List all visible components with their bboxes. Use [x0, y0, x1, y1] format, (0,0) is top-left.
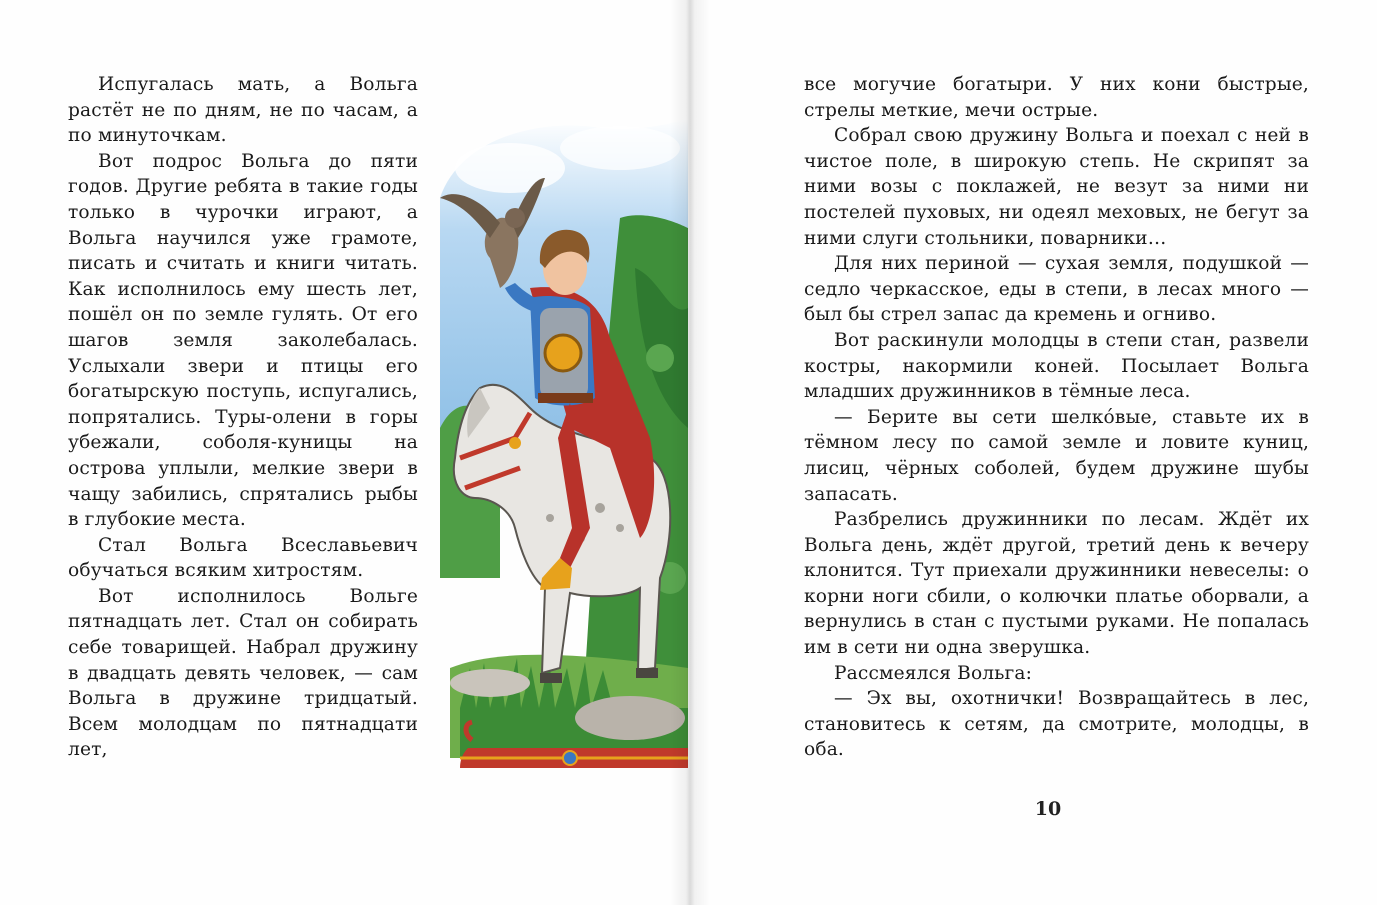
horse-hoof	[540, 673, 562, 683]
rider-belt	[538, 393, 593, 403]
paragraph: — Берите вы сети шелкóвые, ставьте их в тёмном лесу по самой земле и ловите куниц, лисиц, чёрных соболей, будем дружине шубы запасать.	[804, 406, 1309, 505]
stone	[450, 669, 530, 697]
paragraph: все могучие богатыри. У них кони быстрые, стрелы меткие, мечи острые.	[804, 74, 1309, 121]
falcon-head	[505, 208, 525, 228]
paragraph: Рассмеялся Вольга:	[834, 662, 1033, 684]
illustration-rider-with-falcon	[420, 108, 688, 808]
paragraph: Испугалась мать, а Вольга растёт не по дням, не по часам, а по минуточкам.	[68, 74, 418, 147]
paragraph: Вот исполнилось Вольге пятнадцать лет. Стал он собирать себе товарищей. Набрал дружину в двадцать девять человек, — сам Вольга в дружине тридцатый. Всем молодцам по пятнадцати лет,	[68, 585, 418, 761]
paragraph: Вот раскинули молодцы в степи стан, развели костры, накормили коней. Посылает Вольга младших дружинников в тёмные леса.	[804, 329, 1309, 403]
rider-chest-plate	[545, 335, 581, 371]
page-number-area	[988, 0, 1108, 905]
paragraph: Вот подрос Вольга до пяти годов. Другие ребята в такие годы только в чурочки играют, а Вольга научился уже грамоте, писать и считать и книги читать. Как исполнилось ему шесть лет, пошёл он по земле гулять. От его шагов земля заколебалась. Услыхали звери и птицы его богатырскую поступь, испугались, попрятались. Туры-олени в горы убежали, соболя-куницы на острова уплыли, мелкие звери в чащу забились, спрятались рыбы в глубокие места.	[68, 150, 418, 531]
bridle-ring	[509, 437, 521, 449]
right-page	[688, 0, 1377, 905]
paragraph: Разбрелись дружинники по лесам. Ждёт их Вольга день, ждёт другой, третий день к вечеру клонится. Тут приехали дружинники невеселы: о корни ноги сбили, о колючки платье оборвали, а вернулись в стан с пустыми руками. Не попалась им в сети ни одна зверушка.	[804, 509, 1309, 659]
cloud	[560, 126, 680, 170]
horse-dapple	[616, 524, 624, 532]
ornament-bead	[563, 751, 577, 765]
left-text-column	[68, 72, 418, 763]
horse-dapple	[595, 503, 605, 513]
paragraph: Собрал свою дружину Вольга и поехал с ней в чистое поле, в широкую степь. Не скрипят за ними возы с поклажей, не везут за ними ни постелей пуховых, ни одеял меховых, не бегут за ними слуги стольники, поварники…	[804, 125, 1309, 249]
leaf	[646, 344, 674, 372]
stone	[575, 696, 685, 740]
left-page	[0, 0, 688, 905]
horse-dapple	[546, 514, 554, 522]
page-number: 10	[1034, 798, 1062, 820]
cloud	[455, 143, 565, 193]
horse-hoof	[636, 668, 658, 678]
paragraph: — Эх вы, охотнички! Возвращайтесь в лес, становитесь к сетям, да смотрите, молодцы, в оба.	[804, 688, 1309, 761]
paragraph: Для них периной — сухая земля, подушкой — седло черкасское, еды в степи, в лесах много — был бы стрел запас да кремень и огниво.	[804, 253, 1309, 326]
paragraph: Стал Вольга Всеславьевич обучаться всяким хитростям.	[68, 534, 418, 582]
